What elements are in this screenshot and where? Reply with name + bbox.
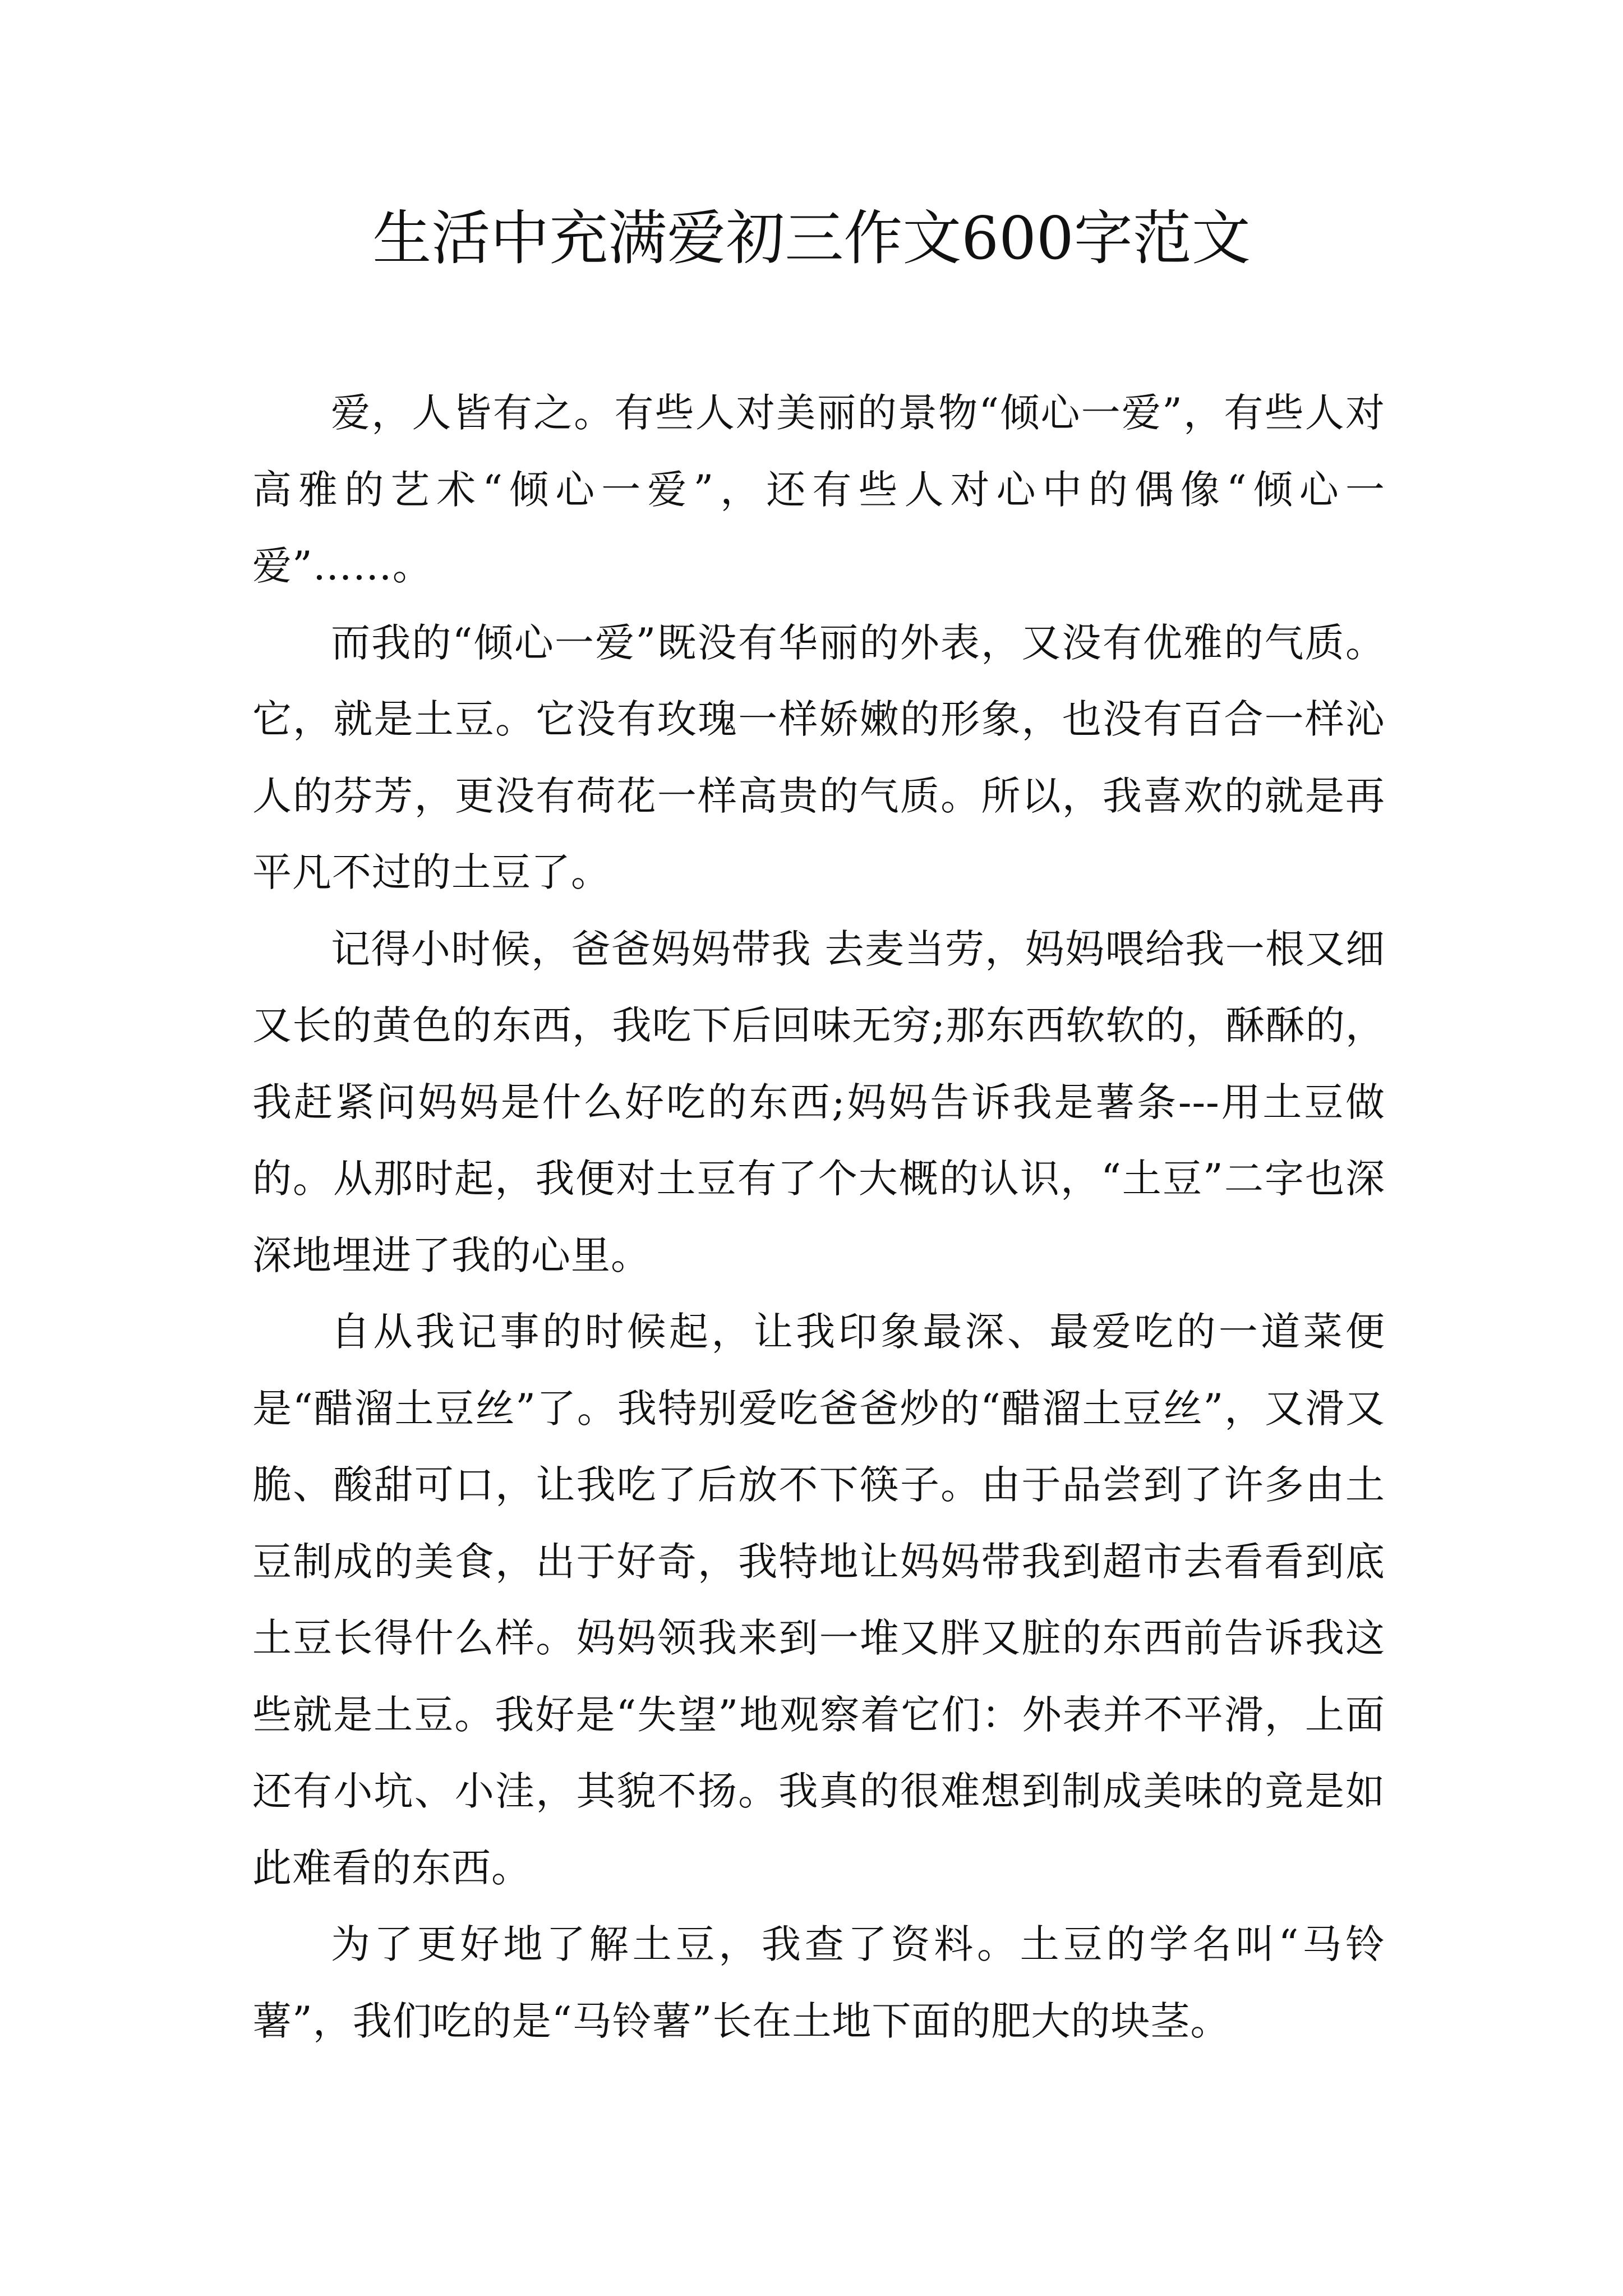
document-body	[252, 375, 1385, 2059]
paragraph: 记得小时候，爸爸妈妈带我 去麦当劳，妈妈喂给我一根又细又长的黄色的东西，我吃下后回味无穷;那东西软软的，酥酥的，我赶紧问妈妈是什么好吃的东西;妈妈告诉我是薯条---用土豆做的。从那时起，我便对土豆有了个大概的认识，“土豆”二字也深深地埋进了我的心里。	[252, 926, 1385, 1278]
paragraph: 自从我记事的时候起，让我印象最深、最爱吃的一道菜便是“醋溜土豆丝”了。我特别爱吃爸爸炒的“醋溜土豆丝”，又滑又脆、酸甜可口，让我吃了后放不下筷子。由于品尝到了许多由土豆制成的美食，出于好奇，我特地让妈妈带我到超市去看看到底土豆长得什么样。妈妈领我来到一堆又胖又脏的东西前告诉我这些就是土豆。我好是“失望”地观察着它们：外表并不平滑，上面还有小坑、小洼，其貌不扬。我真的很难想到制成美味的竟是如此难看的东西。	[252, 1309, 1385, 1891]
document-title: 生活中充满爱初三作文600字范文	[372, 204, 1251, 273]
paragraph: 而我的“倾心一爱”既没有华丽的外表，又没有优雅的气质。它，就是土豆。它没有玫瑰一样娇嫩的形象，也没有百合一样沁人的芬芳，更没有荷花一样高贵的气质。所以，我喜欢的就是再平凡不过的土豆了。	[252, 619, 1385, 895]
paragraph: 为了更好地了解土豆，我查了资料。土豆的学名叫“马铃薯”，我们吃的是“马铃薯”长在土地下面的肥大的块茎。	[252, 1921, 1385, 2044]
paragraph: 爱，人皆有之。有些人对美丽的景物“倾心一爱”，有些人对高雅的艺术“倾心一爱”，还有些人对心中的偶像“倾心一爱”……。	[252, 390, 1385, 589]
